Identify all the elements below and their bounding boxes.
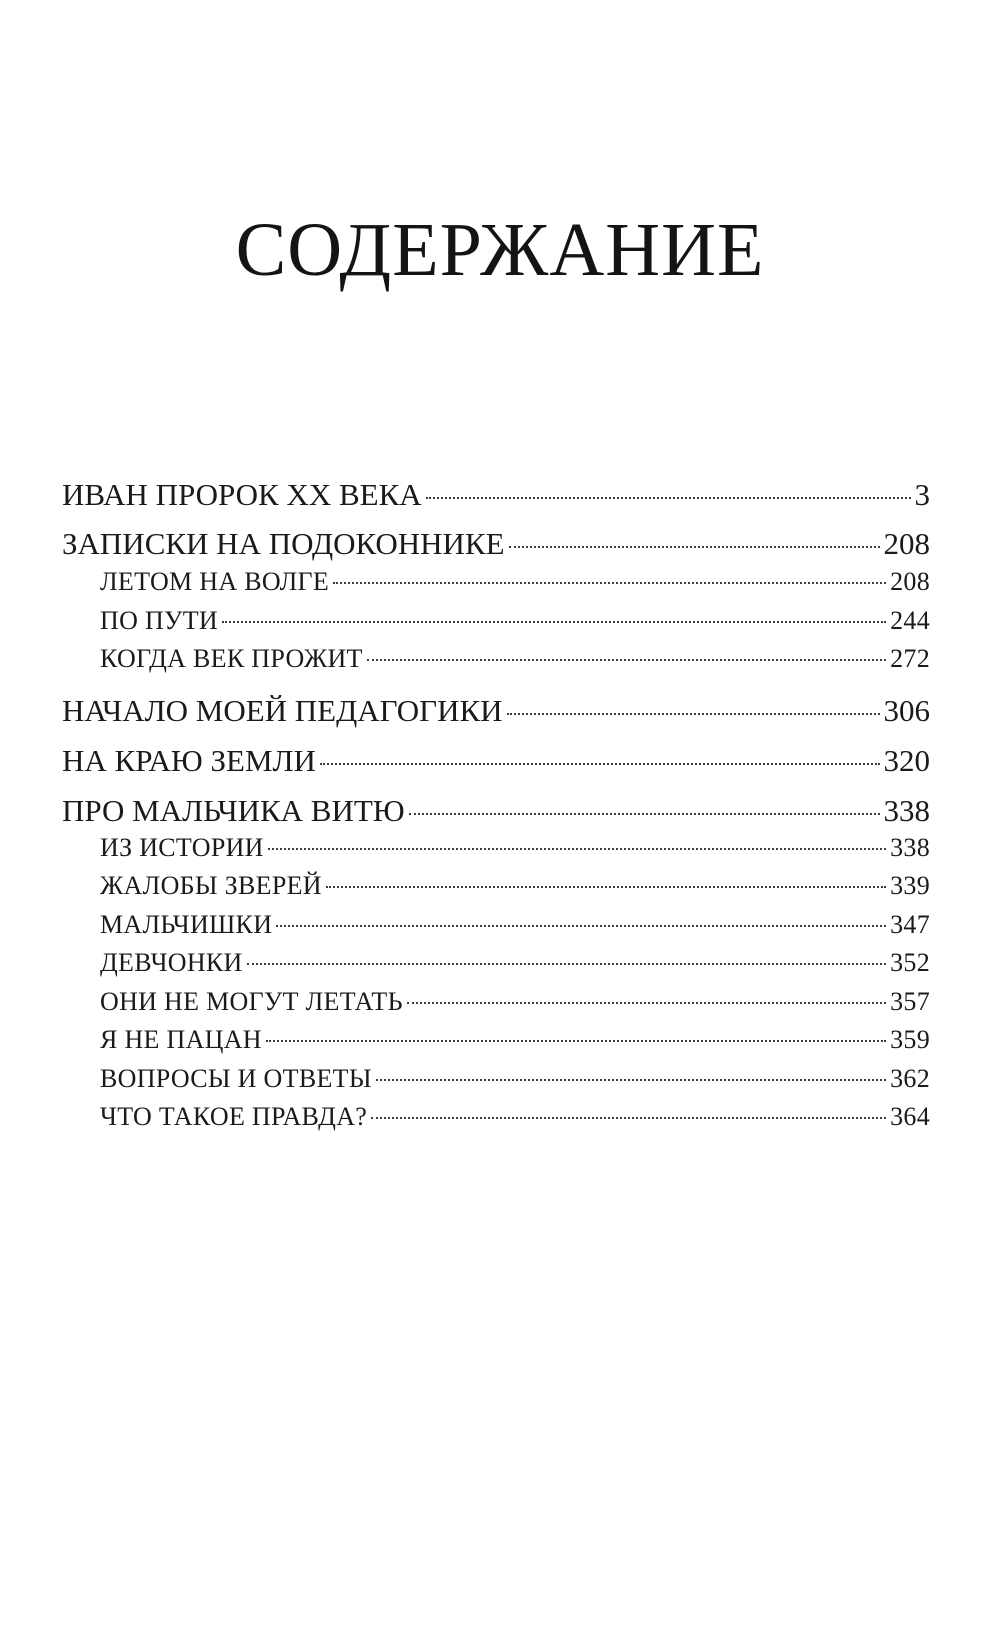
toc-subentry	[100, 1022, 930, 1058]
toc-entry-page-number: 306	[883, 693, 930, 728]
toc-subentry-page-number: 357	[890, 987, 930, 1016]
toc-entry	[62, 691, 930, 731]
dot-leader	[376, 1079, 886, 1081]
toc-entry-page-number: 208	[883, 526, 930, 561]
toc-entry	[62, 475, 930, 515]
toc-subentry-page-number: 272	[890, 644, 930, 673]
toc-subentry-page-number: 364	[890, 1102, 930, 1131]
dot-leader	[266, 1040, 886, 1042]
dot-leader	[247, 963, 886, 965]
toc-subentry	[100, 830, 930, 866]
dot-leader	[222, 621, 886, 623]
toc-subentry-label: ДЕВЧОНКИ	[100, 948, 243, 977]
toc-subentry-label: ВОПРОСЫ И ОТВЕТЫ	[100, 1064, 372, 1093]
toc-subentry	[100, 907, 930, 943]
toc-subentry-label: Я НЕ ПАЦАН	[100, 1025, 262, 1054]
page-title: СОДЕРЖАНИЕ	[235, 208, 765, 292]
toc-subentry	[100, 984, 930, 1020]
toc-subentry-page-number: 347	[890, 910, 930, 939]
toc-subentry-page-number: 362	[890, 1064, 930, 1093]
dot-leader	[276, 925, 886, 927]
toc-subentry-label: ЧТО ТАКОЕ ПРАВДА?	[100, 1102, 368, 1131]
toc-entry-page-number: 3	[914, 477, 930, 512]
toc-subentry	[100, 1099, 930, 1135]
toc-subentry-label: ПО ПУТИ	[100, 606, 218, 635]
dot-leader	[426, 497, 911, 499]
toc-entry	[62, 524, 930, 564]
toc-entry-label: НАЧАЛО МОЕЙ ПЕДАГОГИКИ	[62, 693, 503, 728]
toc-entry-page-number: 320	[883, 743, 930, 778]
dot-leader	[333, 582, 886, 584]
dot-leader	[326, 886, 886, 888]
toc-subentry	[100, 564, 930, 600]
toc-subentry-label: ЛЕТОМ НА ВОЛГЕ	[100, 567, 330, 596]
dot-leader	[507, 713, 880, 715]
dot-leader	[409, 813, 880, 815]
toc-subentry-page-number: 359	[890, 1025, 930, 1054]
toc-subentry-label: ОНИ НЕ МОГУТ ЛЕТАТЬ	[100, 987, 403, 1016]
toc-subentry	[100, 641, 930, 677]
toc-subentry	[100, 1061, 930, 1097]
dot-leader	[407, 1002, 886, 1004]
toc-subentry	[100, 868, 930, 904]
dot-leader	[320, 763, 880, 765]
toc-entry-page-number: 338	[883, 793, 930, 828]
toc-entry	[62, 741, 930, 781]
toc-subentry-page-number: 208	[890, 567, 930, 596]
dot-leader	[509, 546, 880, 548]
toc-subentry-page-number: 352	[890, 948, 930, 977]
toc-subentry-page-number: 339	[890, 871, 930, 900]
toc-subentry	[100, 945, 930, 981]
dot-leader	[371, 1117, 886, 1119]
toc-subentry-label: ИЗ ИСТОРИИ	[100, 833, 264, 862]
toc-entry-label: ИВАН ПРОРОК XX ВЕКА	[62, 477, 422, 512]
toc-subentry-page-number: 338	[890, 833, 930, 862]
dot-leader	[367, 659, 886, 661]
toc-subentry-label: МАЛЬЧИШКИ	[100, 910, 273, 939]
toc-entry-label: ПРО МАЛЬЧИКА ВИТЮ	[62, 793, 405, 828]
dot-leader	[268, 848, 886, 850]
toc-entry-label: ЗАПИСКИ НА ПОДОКОННИКЕ	[62, 526, 505, 561]
toc-subentry-page-number: 244	[890, 606, 930, 635]
toc-entry-label: НА КРАЮ ЗЕМЛИ	[62, 743, 316, 778]
toc-subentry-label: ЖАЛОБЫ ЗВЕРЕЙ	[100, 871, 322, 900]
toc-entry	[62, 791, 930, 831]
toc-subentry-label: КОГДА ВЕК ПРОЖИТ	[100, 644, 363, 673]
toc-subentry	[100, 603, 930, 639]
